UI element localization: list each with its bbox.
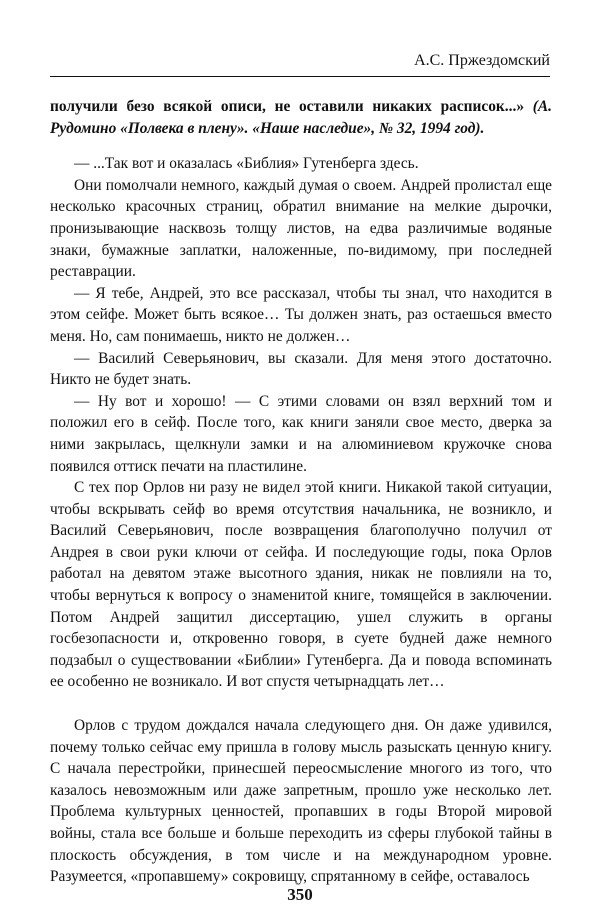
paragraph-1: — ...Так вот и оказалась «Библия» Гутенберга здесь.: [74, 155, 419, 173]
section2-paragraph-1: Орлов с трудом дождался начала следующего дня. Он даже удивился, почему только сейчас ему пришла в голову мысль разыскать ценную книгу. С начала перестройки, принесшей переосмысление многого из того, что казалось невозможным или даже запретным, прошло уже несколько лет. Проблема культурных ценностей, пропавших в годы Второй мировой войны, стала все больше и больше переходить из сферы глубокой тайны в плоскость обсуждения, в том числе и на международном уровне. Разумеется, «пропавшему» сокровищу, спрятанному в сейфе, оставалось: [50, 717, 552, 886]
paragraph-3: — Я тебе, Андрей, это все рассказал, чтобы ты знал, что находится в этом сейфе. Может быть всякое… Ты должен знать, раз остаешься вместо меня. Но, сам понимаешь, никто не должен…: [50, 284, 552, 345]
quote-text: получили безо всякой описи, не оставили никаких расписок...»: [50, 98, 525, 115]
section-break: [50, 693, 552, 715]
paragraph-4: — Василий Северьянович, вы сказали. Для меня этого достаточно. Никто не будет знать.: [50, 349, 552, 389]
paragraph-2: Они помолчали немного, каждый думая о своем. Андрей пролистал еще несколько красочных страниц, обратил внимание на мелкие дырочки, пронизывающие насквозь толщу листов, на едва различимые водяные знаки, бумажные заплатки, наложенные, по-видимому, при последней реставрации.: [50, 176, 552, 281]
epigraph-quote: [50, 96, 552, 139]
page-number: 350: [287, 885, 313, 904]
quote-source: (А. Рудомино «Полвека в плену». «Наше наследие», № 32, 1994 год).: [50, 98, 552, 137]
page-body: [50, 96, 552, 888]
running-head-author: А.С. Пржездомский: [50, 52, 550, 77]
paragraph-5: — Ну вот и хорошо! — С этими словами он взял верхний том и положил его в сейф. После того, как книги заняли свое место, дверка за ними закрылась, щелкнули замки и на алюминиевом кружочке снова появился оттиск печати на пластилине.: [50, 392, 552, 475]
paragraph-6: С тех пор Орлов ни разу не видел этой книги. Никакой такой ситуации, чтобы вскрывать сейф во время отсутствия начальника, не возникло, и Василий Северьянович, после возвращения благополучно получил от Андрея в свои руки ключи от сейфа. И последующие годы, пока Орлов работал на девятом этаже высотного здания, никак не повлияли на то, чтобы вернуться к вопросу о знаменитой книге, томящейся в заключении. Потом Андрей защитил диссертацию, ушел служить в органы госбезопасности и, откровенно говоря, в суете будней даже немного подзабыл о существовании «Библии» Гутенберга. Да и повода вспоминать ее особенно не возникало. И вот спустя четырнадцать лет…: [50, 479, 552, 691]
